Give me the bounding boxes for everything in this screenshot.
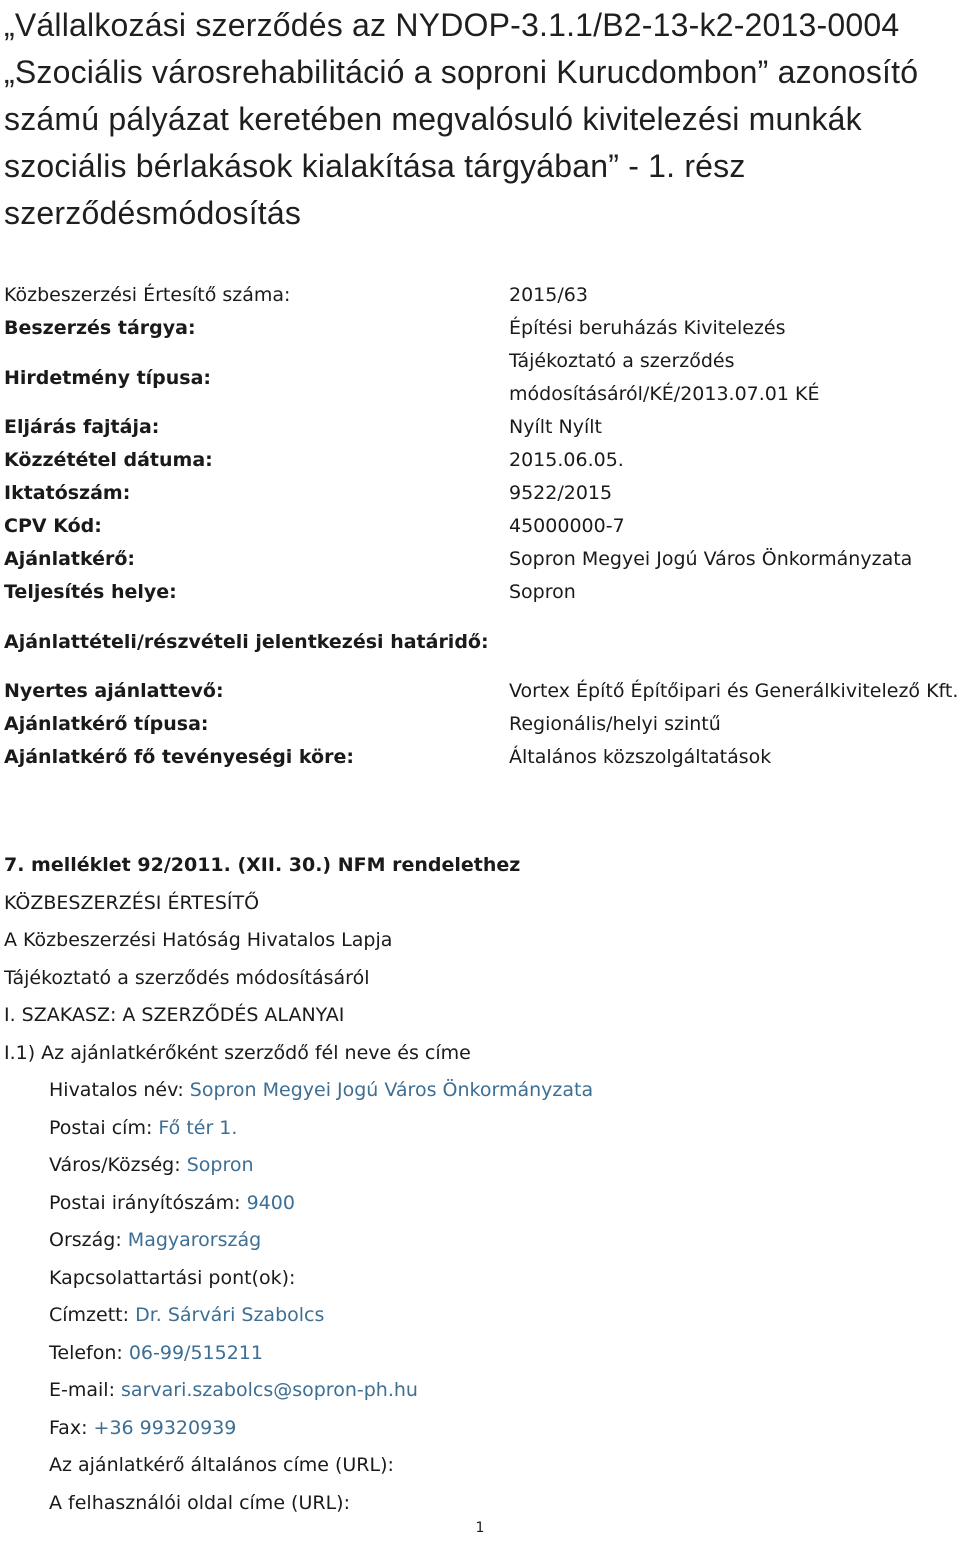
- meta-value: Sopron Megyei Jogú Város Önkormányzata: [509, 548, 913, 570]
- field-buyer-profile-url: [4, 1485, 954, 1523]
- field-label: Telefon:: [49, 1341, 123, 1364]
- meta-row-winning-bidder: [4, 675, 960, 708]
- meta-label: Nyertes ajánlattevő:: [4, 680, 224, 702]
- field-country: [4, 1222, 954, 1260]
- field-label: E-mail:: [49, 1379, 115, 1401]
- section-heading: I. SZAKASZ: A SZERZŐDÉS ALANYAI: [4, 1004, 345, 1026]
- meta-row-authority-type: [4, 708, 960, 741]
- notice-body: [4, 847, 954, 1522]
- meta-row-filing-number: [4, 477, 960, 510]
- meta-label: CPV Kód:: [4, 515, 102, 537]
- field-label: Hivatalos név:: [49, 1079, 184, 1101]
- meta-label: Teljesítés helye:: [4, 581, 177, 603]
- field-value: +36 99320939: [93, 1416, 237, 1439]
- meta-row-notice-type: [4, 345, 960, 411]
- gazette-name: KÖZBESZERZÉSI ÉRTESÍTŐ: [4, 891, 260, 914]
- meta-value: Tájékoztató a szerződés módosításáról/KÉ/2013.07.01 KÉ: [509, 350, 820, 405]
- field-label: Város/Község:: [49, 1154, 181, 1176]
- metadata-table: [4, 279, 960, 774]
- field-label: A felhasználói oldal címe (URL):: [49, 1491, 350, 1514]
- meta-label: Beszerzés tárgya:: [4, 317, 196, 339]
- meta-label: Eljárás fajtája:: [4, 416, 160, 438]
- field-label: Az ajánlatkérő általános címe (URL):: [49, 1454, 394, 1476]
- meta-value: Sopron: [509, 581, 576, 603]
- field-city: [4, 1147, 954, 1185]
- field-value: 06-99/515211: [128, 1341, 263, 1364]
- field-value: Sopron Megyei Jogú Város Önkormányzata: [189, 1079, 594, 1101]
- field-value: 9400: [246, 1191, 295, 1214]
- meta-value: Építési beruházás Kivitelezés: [509, 317, 786, 339]
- field-label: Postai cím:: [49, 1116, 153, 1139]
- meta-row-cpv-code: [4, 510, 960, 543]
- page-number: 1: [475, 1520, 485, 1536]
- meta-label: Közzététel dátuma:: [4, 449, 213, 471]
- document-title: [4, 2, 954, 237]
- meta-label: Ajánlatkérő:: [4, 548, 136, 570]
- field-label: Ország:: [49, 1229, 122, 1251]
- meta-row-gazette-number: [4, 279, 960, 312]
- meta-label: Hirdetmény típusa:: [4, 366, 212, 389]
- field-label: Kapcsolattartási pont(ok):: [49, 1266, 296, 1289]
- meta-label: Iktatószám:: [4, 482, 131, 504]
- field-postal-address: [4, 1110, 954, 1148]
- meta-row-contracting-authority: [4, 543, 960, 576]
- subsection-heading: I.1) Az ajánlatkérőként szerződő fél neve és címe: [4, 1041, 471, 1064]
- title-line: „Szociális városrehabilitáció a soproni Kurucdombon” azonosító: [4, 54, 919, 90]
- meta-value: 9522/2015: [509, 482, 613, 504]
- field-label: Postai irányítószám:: [49, 1191, 241, 1214]
- field-label: Címzett:: [49, 1304, 130, 1326]
- field-fax: [4, 1410, 954, 1448]
- title-line: számú pályázat keretében megvalósuló kivitelezési munkák: [4, 101, 862, 137]
- field-addressee: [4, 1297, 954, 1335]
- notice-title: Tájékoztató a szerződés módosításáról: [4, 966, 370, 989]
- email-link[interactable]: sarvari.szabolcs@sopron-ph.hu: [121, 1379, 418, 1401]
- gazette-subtitle: A Közbeszerzési Hatóság Hivatalos Lapja: [4, 929, 393, 951]
- meta-row-publication-date: [4, 444, 960, 477]
- field-phone: [4, 1335, 954, 1373]
- meta-value: 2015.06.05.: [509, 449, 624, 471]
- field-email: [4, 1372, 954, 1410]
- field-value: Dr. Sárvári Szabolcs: [135, 1304, 325, 1326]
- field-general-url: [4, 1447, 954, 1485]
- field-value: Magyarország: [127, 1229, 262, 1251]
- meta-row-main-activity: [4, 741, 960, 774]
- meta-row-deadline: [4, 609, 960, 675]
- meta-row-procedure-type: [4, 411, 960, 444]
- title-line: szerződésmódosítás: [4, 195, 302, 231]
- meta-value: Regionális/helyi szintű: [509, 713, 721, 735]
- meta-row-place-of-performance: [4, 576, 960, 609]
- annex-heading: 7. melléklet 92/2011. (XII. 30.) NFM rendelethez: [4, 854, 521, 876]
- field-official-name: [4, 1072, 954, 1110]
- meta-value: Vortex Építő Építőipari és Generálkivitelező Kft.: [509, 680, 959, 702]
- title-line: „Vállalkozási szerződés az NYDOP-3.1.1/B2-13-k2-2013-0004: [4, 7, 900, 43]
- meta-row-procurement-subject: [4, 312, 960, 345]
- meta-label: Ajánlattételi/részvételi jelentkezési határidő:: [4, 630, 489, 653]
- meta-label: Ajánlatkérő típusa:: [4, 713, 209, 735]
- meta-value: 45000000-7: [509, 515, 625, 537]
- field-value: Fő tér 1.: [158, 1116, 238, 1139]
- meta-label: Ajánlatkérő fő tevényeségi köre:: [4, 746, 354, 768]
- field-label: Fax:: [49, 1416, 88, 1439]
- field-value: Sopron: [186, 1154, 254, 1176]
- meta-label: Közbeszerzési Értesítő száma:: [4, 284, 291, 306]
- meta-value: Nyílt Nyílt: [509, 416, 602, 438]
- title-line: szociális bérlakások kialakítása tárgyában” - 1. rész: [4, 148, 746, 184]
- field-postcode: [4, 1185, 954, 1223]
- meta-value: 2015/63: [509, 284, 588, 306]
- meta-value: Általános közszolgáltatások: [509, 746, 772, 768]
- field-contact-points: [4, 1260, 954, 1298]
